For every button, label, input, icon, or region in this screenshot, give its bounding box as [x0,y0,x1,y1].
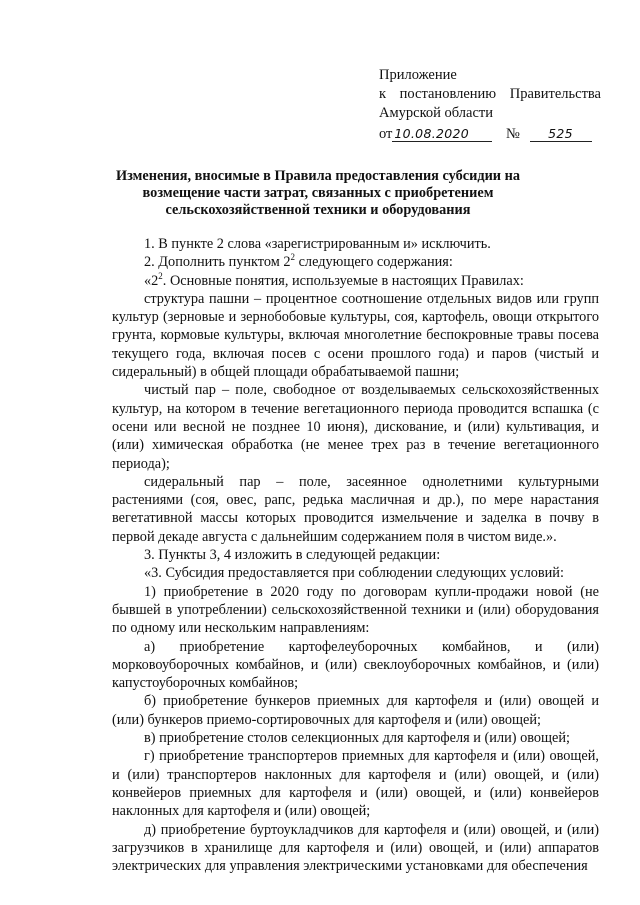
government-word: Правительства [509,86,601,102]
appendix-header [379,66,601,144]
paragraph-2 [112,253,599,271]
document-title: Изменения, вносимые в Правила предоставления субсидии на возмещение части затрат, связанных с приобретением сельскохозяйственной техники и оборудования [115,168,521,218]
number-value: 525 [530,126,592,142]
paragraph-subitem-a: а) приобретение картофелеуборочных комбайнов, и (или) морковоуборочных комбайнов, и (или) свеклоуборочных комбайнов, и (или) капустоуборочных комбайнов; [112,638,599,692]
paragraph-subitem-d: д) приобретение буртоукладчиков для картофеля и (или) овощей, и (или) загрузчиков в хранилище для картофеля и (или) овощей, и (или) аппаратов электрических для управления электрическими установками для обеспечения [112,821,599,875]
date-value: 10.08.2020 [392,126,492,142]
resolution-line [379,85,601,104]
paragraph-clean-fallow-definition: чистый пар – поле, свободное от возделываемых сельскохозяйственных культур, на котором в течение вегетационного периода проводится вспашка (с осени или весной не позднее 10 июня), дискование, и (или) культивация, и (или) химическая обработка (не менее трех раз в течение вегетационного периода); [112,382,599,472]
number-label: № [506,126,520,142]
paragraph-3 [112,272,599,290]
resolution-word: постановлению [399,86,497,102]
paragraph-2-text-a: 2. Дополнить пунктом 2 [144,254,291,271]
paragraph-3-superscript: 2 [158,270,163,281]
paragraph-1: 1. В пункте 2 слова «зарегистрированным и» исключить. [144,236,491,252]
paragraph-item-3: 3. Пункты 3, 4 изложить в следующей редакции: [144,547,441,564]
paragraph-3-text-b: . Основные понятия, используемые в настоящих Правилах: [162,272,524,289]
paragraph-subitem-v: в) приобретение столов селекционных для картофеля и (или) овощей; [144,730,570,747]
resolution-prefix: к [379,86,387,102]
paragraph-conditions-intro: «3. Субсидия предоставляется при соблюдении следующих условий: [144,565,564,582]
paragraph-2-text-b: следующего содержания: [295,254,453,271]
document-body [112,235,599,875]
appendix-label: Приложение [379,67,457,83]
date-number-line [379,125,601,144]
paragraph-subitem-g: г) приобретение транспортеров приемных для картофеля и (или) овощей, и (или) транспортеров наклонных для картофеля и (или) овощей, и (или) конвейеров приемных для картофеля и (или) овощей, и (или) конвейеров наклонных для картофеля и (или) овощей; [112,748,599,820]
paragraph-subitem-b: б) приобретение бункеров приемных для картофеля и (или) овощей и (или) бункеров приемо-сортировочных для картофеля и (или) овощей; [112,693,599,728]
date-prefix: от [379,126,393,142]
paragraph-condition-1: 1) приобретение в 2020 году по договорам купли-продажи новой (не бывшей в употреблении) сельскохозяйственной техники и (или) оборудования по одному или нескольким направлениям: [112,583,599,637]
paragraph-structure-definition: структура пашни – процентное соотношение отдельных видов или групп культур (зерновые и зернобобовые культуры, соя, картофель, овощи открытого грунта, кормовые культуры, включая многолетние беспокровные травы посева текущего года, включая посев с осени прошлого года) и паров (чистый и сидеральный) в общей площади обрабатываемой пашни; [112,290,599,381]
region-name: Амурской области [379,105,493,121]
paragraph-green-fallow-definition: сидеральный пар – поле, засеянное однолетними культурными растениями (соя, овес, рапс, редька масличная и др.), по мере нарастания вегетативной массы которых проводится измельчение и заделка в почву в первой декаде августа с дальнейшим содержанием поля в чистом виде.». [112,473,599,545]
paragraph-2-superscript: 2 [290,252,296,263]
paragraph-3-text-a: «2 [144,272,159,289]
